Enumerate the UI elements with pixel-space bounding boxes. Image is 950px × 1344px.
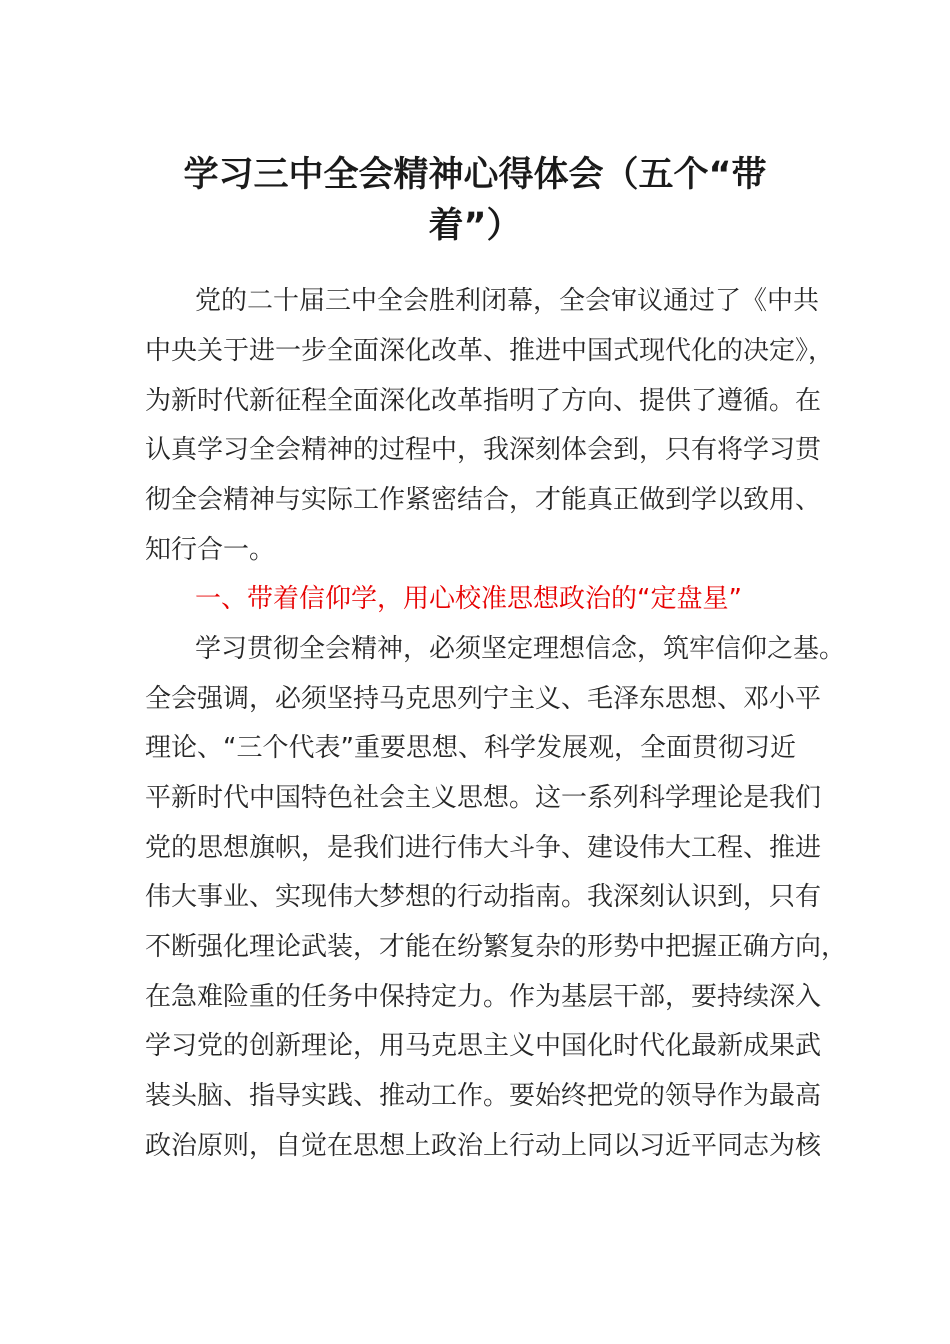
paragraph-2-line-4: 平新时代中国特色社会主义思想。这一系列科学理论是我们 [145,783,822,813]
paragraph-2-line-6: 伟大事业、实现伟大梦想的行动指南。我深刻认识到，只有 [145,882,822,912]
paragraph-2-line-5: 党的思想旗帜，是我们进行伟大斗争、建设伟大工程、推进 [145,833,822,863]
paragraph-1-line-4: 认真学习全会精神的过程中，我深刻体会到，只有将学习贯 [145,435,822,465]
paragraph-1-line-1: 党的二十届三中全会胜利闭幕，全会审议通过了《中共 [195,286,820,316]
paragraph-1-line-2: 中央关于进一步全面深化改革、推进中国式现代化的决定》， [145,336,835,366]
title-line-1: 学习三中全会精神心得体会（五个“带 [183,155,767,195]
paragraph-2-line-7: 不断强化理论武装，才能在纷繁复杂的形势中把握正确方向， [145,932,848,962]
paragraph-1-line-5: 彻全会精神与实际工作紧密结合，才能真正做到学以致用、 [145,485,822,515]
paragraph-2-line-10: 装头脑、指导实践、推动工作。要始终把党的领导作为最高 [145,1081,822,1111]
section-1-heading: 一、带着信仰学，用心校准思想政治的“定盘星” [195,584,742,614]
paragraph-1-line-6: 知行合一。 [145,535,276,565]
document-title [140,150,810,252]
paragraph-2-line-11: 政治原则，自觉在思想上政治上行动上同以习近平同志为核 [145,1131,822,1161]
paragraph-2-line-8: 在急难险重的任务中保持定力。作为基层干部，要持续深入 [145,982,822,1012]
title-line-2: 着”） [428,206,522,246]
paragraph-2-line-9: 学习党的创新理论，用马克思主义中国化时代化最新成果武 [145,1031,822,1061]
paragraph-2-line-1: 学习贯彻全会精神，必须坚定理想信念，筑牢信仰之基。 [195,634,846,664]
paragraph-1-line-3: 为新时代新征程全面深化改革指明了方向、提供了遵循。在 [145,386,822,416]
paragraph-2-line-3: 理论、“三个代表”重要思想、科学发展观，全面贯彻习近 [145,733,796,763]
paragraph-2-line-2: 全会强调，必须坚持马克思列宁主义、毛泽东思想、邓小平 [145,684,822,714]
